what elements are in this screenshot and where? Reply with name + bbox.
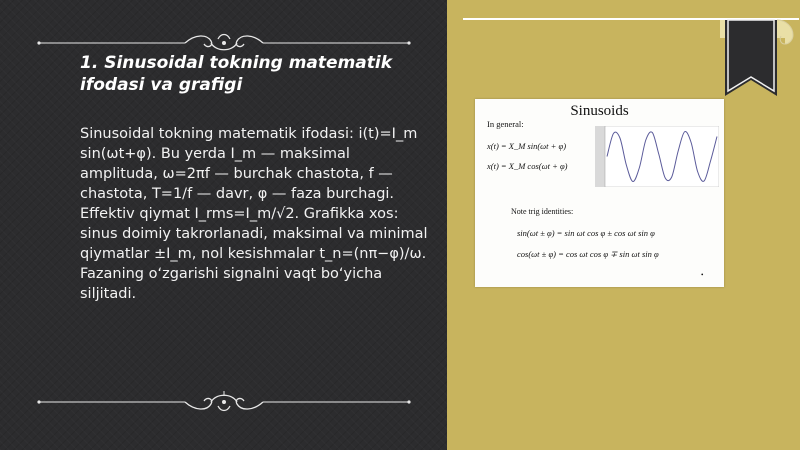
sine-identity: sin(ωt ± φ) = sin ωt cos φ ± cos ωt sin φ [517,228,655,238]
sinusoid-plot [595,126,719,187]
figure-title: Sinusoids [570,103,629,119]
footer-mark: • [701,271,704,279]
cosine-equation: x(t) = X_M cos(ωt + φ) [487,161,568,171]
slide-body-text: Sinusoidal tokning matematik ifodasi: i(t)=I_m sin(ωt+φ). Bu yerda I_m — maksimal amplituda, ω=2πf — burchak chastota, f — chastota, T=1/f — davr, φ — faza burchagi. Effektiv qiymat I_rms=I_m/√2. Grafikka xos: sinus doimiy takrorlanadi, maksimal va minimal qiymatlar ±I_m, nol kesishmalar t_n=(nπ−φ)/ω. Fazaning o‘zgarishi signalni vaqt bo‘yicha siljitadi. [80,126,428,302]
cosine-identity: cos(ωt ± φ) = cos ωt cos φ ∓ sin ωt sin φ [517,249,659,259]
slide-title: 1. Sinusoidal tokning matematik ifodasi va grafigi [80,53,393,95]
sinusoids-figure [475,99,724,287]
sine-equation: x(t) = X_M sin(ωt + φ) [487,141,567,151]
note-label: Note trig identities: [511,207,574,216]
flourish-ornament-icon [35,389,413,415]
bookmark-ribbon-icon [715,18,795,103]
bottom-flourish-divider [35,389,413,415]
general-label: In general: [487,119,524,129]
plot-axis-band [595,126,605,187]
